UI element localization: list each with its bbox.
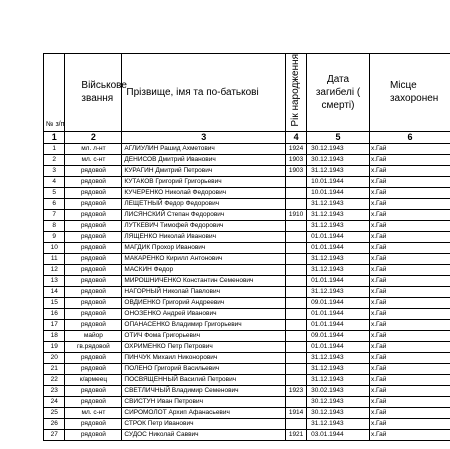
- row-rank: рядовой: [65, 198, 122, 209]
- header-number: № з/п: [44, 54, 65, 132]
- row-number: 15: [44, 297, 65, 308]
- row-number: 21: [44, 363, 65, 374]
- row-full-name: ОПАНАСЕНКО Владимир Григорьевич: [122, 319, 286, 330]
- row-burial-place: х.Гай: [369, 341, 450, 352]
- row-full-name: ЛЕЩЕТНЫЙ Федор Федорович: [122, 198, 286, 209]
- row-number: 16: [44, 308, 65, 319]
- row-birth-year: [286, 363, 307, 374]
- table-row: [44, 363, 450, 374]
- row-number: 7: [44, 209, 65, 220]
- header-name: Прізвище, імя та по-батькові: [122, 54, 286, 132]
- row-birth-year: [286, 264, 307, 275]
- row-burial-place: х.Гай: [369, 176, 450, 187]
- row-death-date: 03.01.1944: [307, 429, 370, 440]
- row-rank: мл. с-нт: [65, 154, 122, 165]
- row-number: 1: [44, 143, 65, 154]
- row-birth-year: [286, 308, 307, 319]
- row-burial-place: х.Гай: [369, 352, 450, 363]
- row-burial-place: х.Гай: [369, 264, 450, 275]
- row-full-name: ОТИЧ Фома Григорьевич: [122, 330, 286, 341]
- row-death-date: 31.12.1943: [307, 374, 370, 385]
- row-death-date: 01.01.1944: [307, 341, 370, 352]
- row-number: 9: [44, 231, 65, 242]
- row-number: 25: [44, 407, 65, 418]
- row-burial-place: х.Гай: [369, 396, 450, 407]
- row-burial-place: х.Гай: [369, 286, 450, 297]
- table-row: [44, 154, 450, 165]
- row-number: 17: [44, 319, 65, 330]
- row-burial-place: х.Гай: [369, 231, 450, 242]
- row-burial-place: х.Гай: [369, 187, 450, 198]
- row-birth-year: 1921: [286, 429, 307, 440]
- column-number: 5: [307, 131, 370, 143]
- row-death-date: 01.01.1944: [307, 308, 370, 319]
- row-full-name: СУДОС Николай Саввич: [122, 429, 286, 440]
- row-rank: рядовой: [65, 363, 122, 374]
- table-row: [44, 319, 450, 330]
- row-birth-year: [286, 418, 307, 429]
- row-birth-year: [286, 176, 307, 187]
- header-row: [44, 54, 450, 132]
- row-number: 6: [44, 198, 65, 209]
- row-number: 10: [44, 242, 65, 253]
- row-full-name: СВИСТУН Иван Петрович: [122, 396, 286, 407]
- row-burial-place: х.Гай: [369, 330, 450, 341]
- row-death-date: 31.12.1943: [307, 286, 370, 297]
- row-death-date: 09.01.1944: [307, 297, 370, 308]
- row-death-date: 31.12.1943: [307, 220, 370, 231]
- row-death-date: 31.12.1943: [307, 198, 370, 209]
- row-rank: рядовой: [65, 176, 122, 187]
- row-full-name: КУРАГИН Дмитрий Петрович: [122, 165, 286, 176]
- row-full-name: МАГДИК Прохор Иванович: [122, 242, 286, 253]
- row-rank: рядовой: [65, 253, 122, 264]
- row-number: 20: [44, 352, 65, 363]
- row-burial-place: х.Гай: [369, 165, 450, 176]
- table-row: [44, 308, 450, 319]
- column-number: 2: [65, 131, 122, 143]
- table-row: [44, 220, 450, 231]
- table-row: [44, 385, 450, 396]
- row-number: 14: [44, 286, 65, 297]
- row-death-date: 30.02.1943: [307, 385, 370, 396]
- row-burial-place: х.Гай: [369, 209, 450, 220]
- row-full-name: АГЛИУЛИН Рашид Ахметович: [122, 143, 286, 154]
- row-rank: рядовой: [65, 242, 122, 253]
- row-birth-year: 1903: [286, 165, 307, 176]
- row-number: 27: [44, 429, 65, 440]
- row-rank: к/армеец: [65, 374, 122, 385]
- row-burial-place: х.Гай: [369, 297, 450, 308]
- row-rank: рядовой: [65, 297, 122, 308]
- row-birth-year: [286, 275, 307, 286]
- row-burial-place: х.Гай: [369, 220, 450, 231]
- column-number: 1: [44, 131, 65, 143]
- table-row: [44, 330, 450, 341]
- row-death-date: 30.12.1943: [307, 154, 370, 165]
- row-death-date: 01.01.1944: [307, 231, 370, 242]
- column-number: 6: [369, 131, 450, 143]
- row-rank: рядовой: [65, 165, 122, 176]
- row-number: 23: [44, 385, 65, 396]
- row-rank: рядовой: [65, 286, 122, 297]
- table-row: [44, 418, 450, 429]
- row-birth-year: [286, 187, 307, 198]
- row-birth-year: [286, 341, 307, 352]
- row-burial-place: х.Гай: [369, 242, 450, 253]
- row-burial-place: х.Гай: [369, 275, 450, 286]
- row-rank: гв.рядовой: [65, 341, 122, 352]
- row-number: 11: [44, 253, 65, 264]
- row-number: 4: [44, 176, 65, 187]
- table-row: [44, 231, 450, 242]
- row-full-name: ОНОЗЕНКО Андрей Иванович: [122, 308, 286, 319]
- row-rank: рядовой: [65, 396, 122, 407]
- row-birth-year: [286, 198, 307, 209]
- row-full-name: СВЕТЛИЧНЫЙ Владимир Семенович: [122, 385, 286, 396]
- row-full-name: ДЕНИСОВ Дмитрий Иванович: [122, 154, 286, 165]
- table-row: [44, 275, 450, 286]
- row-burial-place: х.Гай: [369, 418, 450, 429]
- row-rank: рядовой: [65, 209, 122, 220]
- table-row: [44, 429, 450, 440]
- table-row: [44, 352, 450, 363]
- row-birth-year: 1924: [286, 143, 307, 154]
- row-burial-place: х.Гай: [369, 319, 450, 330]
- row-rank: мл. с-нт: [65, 407, 122, 418]
- row-full-name: КУЧЕРЕНКО Николай Федорович: [122, 187, 286, 198]
- row-birth-year: [286, 352, 307, 363]
- row-rank: рядовой: [65, 385, 122, 396]
- row-rank: рядовой: [65, 264, 122, 275]
- table-row: [44, 187, 450, 198]
- row-death-date: 01.01.1944: [307, 242, 370, 253]
- row-birth-year: 1903: [286, 154, 307, 165]
- row-death-date: 31.12.1943: [307, 165, 370, 176]
- row-death-date: 01.01.1944: [307, 275, 370, 286]
- row-burial-place: х.Гай: [369, 154, 450, 165]
- row-burial-place: х.Гай: [369, 198, 450, 209]
- row-rank: рядовой: [65, 352, 122, 363]
- row-number: 24: [44, 396, 65, 407]
- row-rank: рядовой: [65, 187, 122, 198]
- table-body: [44, 143, 450, 440]
- row-rank: мл. л-нт: [65, 143, 122, 154]
- row-full-name: ЛУТКЕВИЧ Тимофей Федорович: [122, 220, 286, 231]
- row-number: 3: [44, 165, 65, 176]
- row-birth-year: 1914: [286, 407, 307, 418]
- row-burial-place: х.Гай: [369, 363, 450, 374]
- row-birth-year: [286, 330, 307, 341]
- header-rank: Військове звання: [65, 54, 122, 132]
- row-death-date: 10.01.1944: [307, 176, 370, 187]
- row-death-date: 31.12.1943: [307, 418, 370, 429]
- row-full-name: СТРОК Петр Иванович: [122, 418, 286, 429]
- row-burial-place: х.Гай: [369, 385, 450, 396]
- row-number: 13: [44, 275, 65, 286]
- row-burial-place: х.Гай: [369, 407, 450, 418]
- row-death-date: 10.01.1944: [307, 187, 370, 198]
- row-number: 26: [44, 418, 65, 429]
- table-row: [44, 297, 450, 308]
- row-birth-year: [286, 319, 307, 330]
- row-rank: майор: [65, 330, 122, 341]
- row-death-date: 30.12.1943: [307, 396, 370, 407]
- table-row: [44, 198, 450, 209]
- row-birth-year: 1923: [286, 385, 307, 396]
- table-row: [44, 374, 450, 385]
- table-row: [44, 407, 450, 418]
- row-death-date: 31.12.1943: [307, 253, 370, 264]
- row-full-name: КУТАКОВ Григорий Григорьевич: [122, 176, 286, 187]
- row-rank: рядовой: [65, 418, 122, 429]
- row-full-name: НАГОРНЫЙ Николай Павлович: [122, 286, 286, 297]
- header-burial-place: Місце захоронен: [369, 54, 450, 132]
- row-birth-year: [286, 297, 307, 308]
- row-full-name: СИРОМОЛОТ Архип Афанасьевич: [122, 407, 286, 418]
- row-birth-year: [286, 220, 307, 231]
- row-rank: рядовой: [65, 275, 122, 286]
- row-full-name: ЛЯЩЕНКО Николай Иванович: [122, 231, 286, 242]
- table-row: [44, 143, 450, 154]
- row-birth-year: [286, 396, 307, 407]
- row-burial-place: х.Гай: [369, 429, 450, 440]
- table-row: [44, 253, 450, 264]
- row-full-name: ОВДИЕНКО Григорий Андреевич: [122, 297, 286, 308]
- row-birth-year: 1910: [286, 209, 307, 220]
- row-death-date: 31.12.1943: [307, 264, 370, 275]
- table-row: [44, 209, 450, 220]
- column-number: 3: [122, 131, 286, 143]
- row-number: 8: [44, 220, 65, 231]
- row-rank: рядовой: [65, 308, 122, 319]
- row-death-date: 31.12.1943: [307, 209, 370, 220]
- header-birth-year: Рік народження: [286, 54, 307, 132]
- column-number: 4: [286, 131, 307, 143]
- header-death-date: Дата загибелі ( смерті): [307, 54, 370, 132]
- table-row: [44, 286, 450, 297]
- row-birth-year: [286, 286, 307, 297]
- table-row: [44, 165, 450, 176]
- table-row: [44, 176, 450, 187]
- row-burial-place: х.Гай: [369, 308, 450, 319]
- table-row: [44, 264, 450, 275]
- row-death-date: 09.01.1944: [307, 330, 370, 341]
- table-row: [44, 341, 450, 352]
- row-full-name: МИРОШНИЧЕНКО Константин Семенович: [122, 275, 286, 286]
- row-death-date: 31.12.1943: [307, 352, 370, 363]
- row-number: 2: [44, 154, 65, 165]
- row-number: 5: [44, 187, 65, 198]
- row-burial-place: х.Гай: [369, 253, 450, 264]
- row-birth-year: [286, 253, 307, 264]
- row-death-date: 30.12.1943: [307, 143, 370, 154]
- row-number: 18: [44, 330, 65, 341]
- table-row: [44, 396, 450, 407]
- row-birth-year: [286, 374, 307, 385]
- row-full-name: ПОСВЯЩЕННЫЙ Василий Петрович: [122, 374, 286, 385]
- row-number: 22: [44, 374, 65, 385]
- row-full-name: ЛИСЯНСКИЙ Степан Федорович: [122, 209, 286, 220]
- row-rank: рядовой: [65, 319, 122, 330]
- row-death-date: 30.12.1943: [307, 407, 370, 418]
- burial-list-sheet: [43, 53, 450, 441]
- row-rank: рядовой: [65, 429, 122, 440]
- row-full-name: ПОЛЕНО Григорий Васильевич: [122, 363, 286, 374]
- row-rank: рядовой: [65, 231, 122, 242]
- row-birth-year: [286, 231, 307, 242]
- row-number: 19: [44, 341, 65, 352]
- row-burial-place: х.Гай: [369, 374, 450, 385]
- table-row: [44, 242, 450, 253]
- row-full-name: МАКАРЕНКО Кирилл Антонович: [122, 253, 286, 264]
- row-full-name: МАСКИН Федор: [122, 264, 286, 275]
- row-death-date: 31.12.1943: [307, 363, 370, 374]
- row-death-date: 01.01.1944: [307, 319, 370, 330]
- row-birth-year: [286, 242, 307, 253]
- row-full-name: ПИНЧУК Михаил Никонорович: [122, 352, 286, 363]
- burial-table: [43, 53, 450, 441]
- column-number-row: [44, 131, 450, 143]
- row-burial-place: х.Гай: [369, 143, 450, 154]
- row-rank: рядовой: [65, 220, 122, 231]
- row-number: 12: [44, 264, 65, 275]
- row-full-name: ОХРИМЕНКО Петр Петрович: [122, 341, 286, 352]
